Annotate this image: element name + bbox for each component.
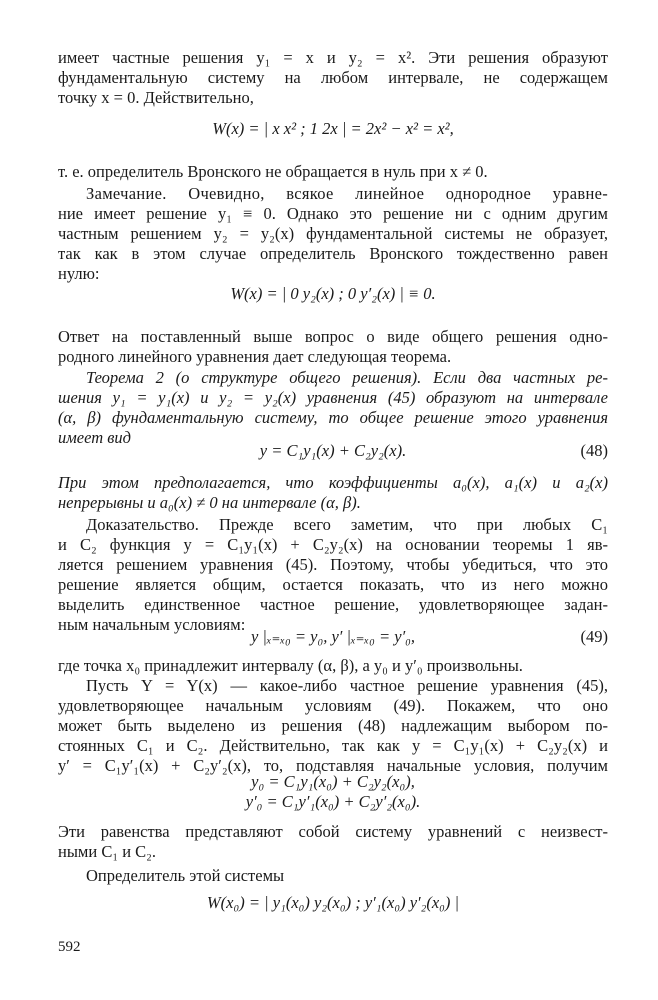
text-line: выделить единственное частное решение, удовлетворяющее задан- bbox=[58, 595, 608, 614]
text-line: фундаментальную систему на любом интервале, не содержащем bbox=[58, 68, 608, 87]
text-line: Эти равенства представляют собой систему уравнений с неизвест- bbox=[58, 822, 608, 841]
text-line: частным решением y₂ = y₂(x) фундаментальной системы не образует, bbox=[58, 224, 608, 243]
text-line: имеет частные решения y₁ = x и y₂ = x². Эти решения образуют bbox=[58, 48, 608, 67]
text-line: и C₂ функция y = C₁y₁(x) + C₂y₂(x) на основании теоремы 1 яв- bbox=[58, 535, 608, 554]
text-line: удовлетворяющее начальным условиям (49). Покажем, что оно bbox=[58, 696, 608, 715]
text-line: стоянных C₁ и C₂. Действительно, так как y = C₁y₁(x) + C₂y₂(x) и bbox=[58, 736, 608, 755]
theorem-line: При этом предполагается, что коэффициенты a₀(x), a₁(x) и a₂(x) bbox=[58, 473, 608, 492]
equation-number-48: (48) bbox=[580, 441, 608, 460]
equation-number-49: (49) bbox=[580, 627, 608, 646]
page-number: 592 bbox=[58, 939, 81, 955]
formula-general-solution: y = C₁y₁(x) + C₂y₂(x). bbox=[259, 441, 407, 460]
text-line: Пусть Y = Y(x) — какое-либо частное решение уравнения (45), bbox=[86, 676, 608, 695]
remark-line: Замечание. Очевидно, всякое линейное однородное уравне- bbox=[86, 184, 608, 203]
formula-initial-conditions: y |ₓ₌ₓ₀ = y₀, y′ |ₓ₌ₓ₀ = y′₀, bbox=[250, 627, 416, 646]
proof-line: Доказательство. Прежде всего заметим, что при любых C₁ bbox=[86, 515, 608, 534]
text-line: ными C₁ и C₂. bbox=[58, 842, 157, 861]
formula-wronskian-example: W(x) = | x x² ; 1 2x | = 2x² − x² = x², bbox=[212, 119, 454, 138]
formula-wronskian-zero: W(x) = | 0 y₂(x) ; 0 y′₂(x) | ≡ 0. bbox=[230, 284, 436, 303]
theorem-line: шения y₁ = y₁(x) и y₂ = y₂(x) уравнения (45) образуют на интервале bbox=[58, 388, 608, 407]
formula-system-line-2: y′₀ = C₁y′₁(x₀) + C₂y′₂(x₀). bbox=[245, 792, 421, 811]
theorem-line: Теорема 2 (о структуре общего решения). Если два частных ре- bbox=[86, 368, 608, 387]
text-line: y′ = C₁y′₁(x) + C₂y′₂(x), то, подставляя начальные условия, получим bbox=[58, 756, 608, 775]
text-line: ляется решением уравнения (45). Поэтому, чтобы убедиться, что это bbox=[58, 555, 608, 574]
text-line: Ответ на поставленный выше вопрос о виде общего решения одно- bbox=[58, 327, 608, 346]
text-line: где точка x₀ принадлежит интервалу (α, β), а y₀ и y′₀ произвольны. bbox=[58, 656, 523, 675]
text-line: родного линейного уравнения дает следующая теорема. bbox=[58, 347, 452, 366]
text-line: ным начальным условиям: bbox=[58, 615, 246, 634]
text-line: ние имеет решение y₁ ≡ 0. Однако это решение ни с одним другим bbox=[58, 204, 608, 223]
theorem-line: (α, β) фундаментальную систему, то общее решение этого уравнения bbox=[58, 408, 608, 427]
text-line: т. е. определитель Вронского не обращается в нуль при x ≠ 0. bbox=[58, 162, 488, 181]
formula-system-line-1: y₀ = C₁y₁(x₀) + C₂y₂(x₀), bbox=[251, 772, 415, 791]
text-line: нулю: bbox=[58, 264, 100, 283]
text-line: решение является общим, остается показать, что из него можно bbox=[58, 575, 608, 594]
formula-system-determinant: W(x₀) = | y₁(x₀) y₂(x₀) ; y′₁(x₀) y′₂(x₀) | bbox=[206, 893, 460, 912]
theorem-line: имеет вид bbox=[58, 428, 132, 447]
text-line: может быть выделено из решения (48) надлежащим выбором по- bbox=[58, 716, 608, 735]
theorem-line: непрерывны и a₀(x) ≠ 0 на интервале (α, β). bbox=[58, 493, 361, 512]
text-line: так как в этом случае определитель Вронского тождественно равен bbox=[58, 244, 608, 263]
text-line: точку x = 0. Действительно, bbox=[58, 88, 254, 107]
text-line: Определитель этой системы bbox=[86, 866, 285, 885]
